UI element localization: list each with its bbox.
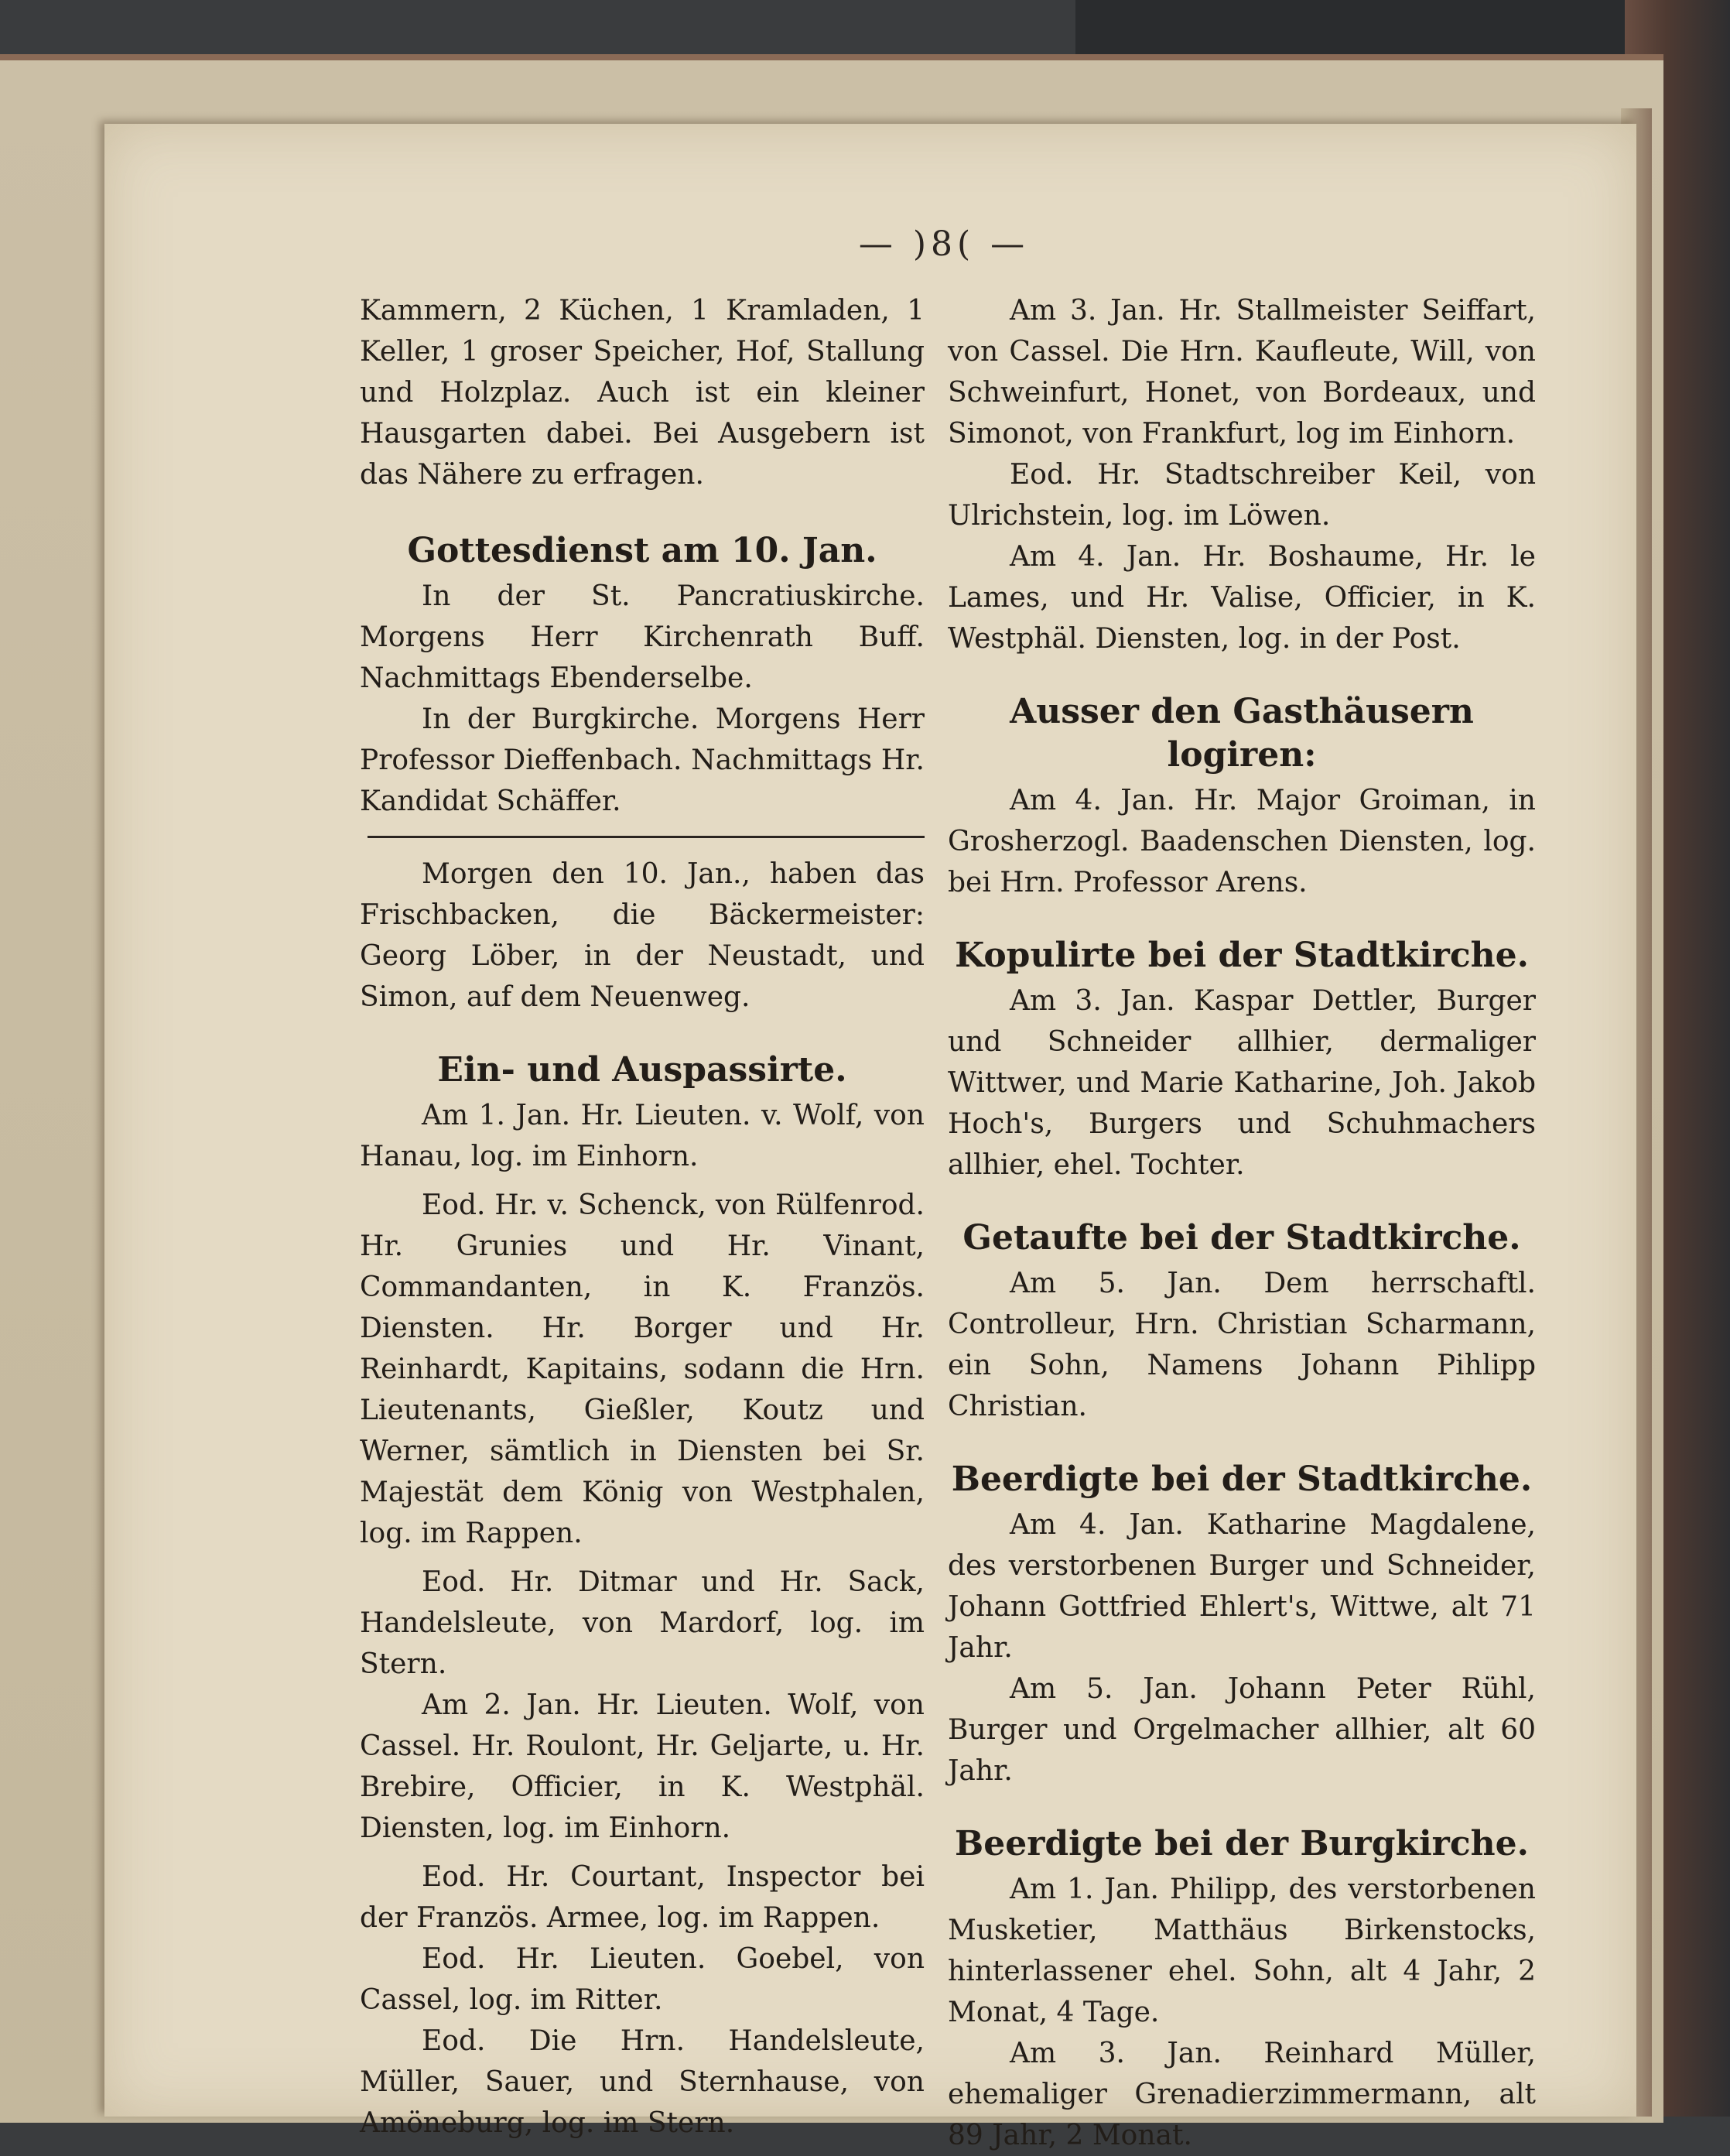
- paragraph: Am 3. Jan. Hr. Stallmeister Seiffart, von Cassel. Die Hrn. Kaufleute, Will, von Schweinfurt, Honet, von Bordeaux, und Simonot, von Frankfurt, log im Einhorn.: [948, 295, 1536, 450]
- paragraph: Am 1. Jan. Philipp, des verstorbenen Musketier, Matthäus Birkenstocks, hinterlassener ehel. Sohn, alt 4 Jahr, 2 Monat, 4 Tage.: [948, 1874, 1536, 2028]
- divider: [368, 836, 925, 838]
- paragraph: Eod. Hr. Lieuten. Goebel, von Cassel, log. im Ritter.: [360, 1943, 925, 2016]
- paragraph: Am 4. Jan. Hr. Boshaume, Hr. le Lames, und Hr. Valise, Officier, in K. Westphäl. Diensten, log. in der Post.: [948, 541, 1536, 655]
- paragraph: Eod. Hr. v. Schenck, von Rülfenrod. Hr. Grunies und Hr. Vinant, Commandanten, in K. Französ. Diensten. Hr. Borger und Hr. Reinhardt, Kapitains, sodann die Hrn. Lieutenants, Gießler, Koutz und Werner, sämtlich in Diensten bei Sr. Majestät dem König von Westphalen, log. im Rappen.: [360, 1189, 925, 1549]
- section-heading: Getaufte bei der Stadtkirche.: [962, 1218, 1521, 1258]
- section-heading: Gottesdienst am 10. Jan.: [407, 531, 877, 570]
- paragraph: Eod. Hr. Courtant, Inspector bei der Französ. Armee, log. im Rappen.: [360, 1861, 925, 1934]
- paragraph: In der Burgkirche. Morgens Herr Professor Dieffenbach. Nachmittags Hr. Kandidat Schäffer.: [360, 703, 925, 817]
- section-heading: Beerdigte bei der Burgkirche.: [955, 1824, 1529, 1863]
- paragraph: Am 5. Jan. Dem herrschaftl. Controlleur, Hrn. Christian Scharmann, ein Sohn, Namens Johann Pihlipp Christian.: [948, 1268, 1536, 1422]
- section-heading: Kopulirte bei der Stadtkirche.: [955, 936, 1529, 975]
- paragraph: Am 1. Jan. Hr. Lieuten. v. Wolf, von Hanau, log. im Einhorn.: [360, 1100, 925, 1172]
- paragraph: Am 2. Jan. Hr. Lieuten. Wolf, von Cassel. Hr. Roulont, Hr. Geljarte, u. Hr. Brebire, Officier, in K. Westphäl. Diensten, log. im Einhorn.: [360, 1689, 925, 1844]
- paragraph: Am 4. Jan. Katharine Magdalene, des verstorbenen Burger und Schneider, Johann Gottfried Ehlert's, Wittwe, alt 71 Jahr.: [948, 1509, 1536, 1664]
- page-number-header: — )8( —: [858, 224, 1030, 264]
- paragraph: Morgen den 10. Jan., haben das Frischbacken, die Bäckermeister: Georg Löber, in der Neustadt, und Simon, auf dem Neuenweg.: [360, 858, 925, 1013]
- paragraph: In der St. Pancratiuskirche. Morgens Herr Kirchenrath Buff. Nachmittags Ebenderselbe.: [360, 580, 925, 694]
- paragraph: Am 4. Jan. Hr. Major Groiman, in Grosherzogl. Baadenschen Diensten, log. bei Hrn. Professor Arens.: [948, 785, 1536, 898]
- paragraph: Eod. Die Hrn. Handelsleute, Müller, Sauer, und Sternhause, von Amöneburg, log. im Stern.: [360, 2025, 925, 2139]
- left-column: [360, 290, 925, 2144]
- paragraph: Kammern, 2 Küchen, 1 Kramladen, 1 Keller, 1 groser Speicher, Hof, Stallung und Holzplaz. Auch ist ein kleiner Hausgarten dabei. Bei Ausgebern ist das Nähere zu erfragen.: [360, 295, 925, 491]
- section-heading: Ein- und Auspassirte.: [437, 1050, 847, 1090]
- section-heading: Beerdigte bei der Stadtkirche.: [951, 1460, 1533, 1499]
- paragraph: Am 3. Jan. Reinhard Müller, ehemaliger Grenadierzimmermann, alt 89 Jahr, 2 Monat.: [948, 2038, 1536, 2151]
- paragraph: Am 3. Jan. Kaspar Dettler, Burger und Schneider allhier, dermaliger Wittwer, und Marie Katharine, Joh. Jakob Hoch's, Burgers und Schuhmachers allhier, ehel. Tochter.: [948, 985, 1536, 1181]
- paragraph: Eod. Hr. Stadtschreiber Keil, von Ulrichstein, log. im Löwen.: [948, 459, 1536, 532]
- section-heading: Ausser den Gasthäusern logiren:: [1010, 692, 1474, 775]
- right-column: [948, 290, 1536, 2156]
- paragraph: Am 5. Jan. Johann Peter Rühl, Burger und Orgelmacher allhier, alt 60 Jahr.: [948, 1673, 1536, 1787]
- paragraph: Eod. Hr. Ditmar und Hr. Sack, Handelsleute, von Mardorf, log. im Stern.: [360, 1566, 925, 1680]
